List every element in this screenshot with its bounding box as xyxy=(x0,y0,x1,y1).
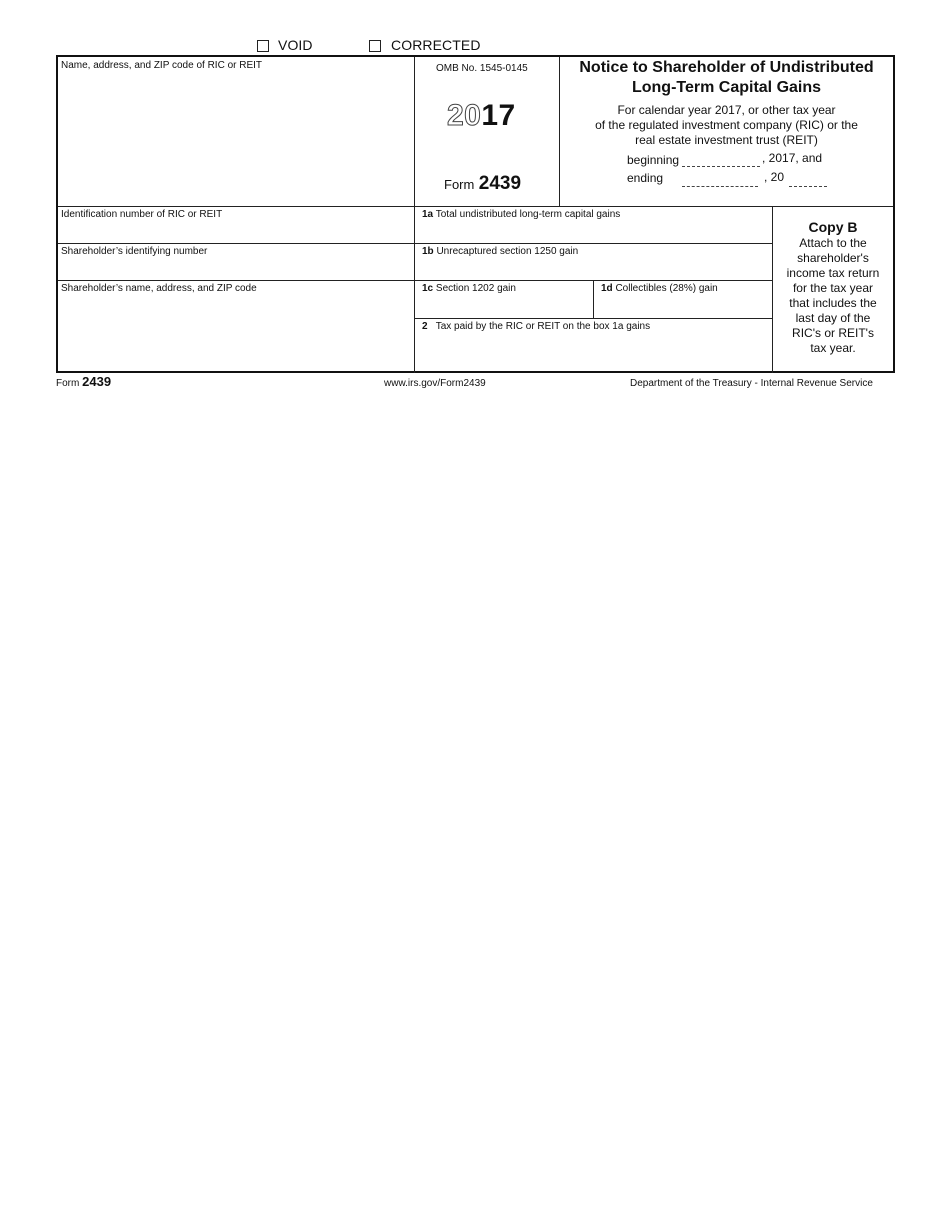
corrected-label: CORRECTED xyxy=(391,37,481,53)
form-title-line1: Notice to Shareholder of Undistributed xyxy=(579,59,874,76)
shareholder-name-field[interactable] xyxy=(61,283,257,295)
shareholder-id-label: Shareholder’s identifying number xyxy=(61,246,208,257)
row-divider-top xyxy=(58,206,893,207)
ending-label: ending xyxy=(627,171,664,185)
ending-year-field[interactable] xyxy=(789,186,827,187)
shareholder-id-field[interactable] xyxy=(61,246,207,258)
box-1a[interactable] xyxy=(422,209,620,221)
form-title-line2: Long-Term Capital Gains xyxy=(631,79,822,96)
copy-b-line1: Attach to the xyxy=(799,236,867,250)
copy-b-line7: RIC's or REIT's xyxy=(792,326,874,340)
box-2-label: Tax paid by the RIC or REIT on the box 1a gains xyxy=(435,321,651,332)
copy-b-line8: tax year. xyxy=(810,341,856,355)
box-1a-number: 1a xyxy=(422,209,434,220)
desc-line3: real estate investment trust (REIT) xyxy=(635,133,818,147)
copy-b-line4: for the tax year xyxy=(792,281,874,295)
shareholder-name-label: Shareholder’s name, address, and ZIP code xyxy=(61,283,257,294)
footer-form-word: Form xyxy=(56,378,80,389)
copy-b-line2: shareholder's xyxy=(797,251,869,265)
beginning-suffix: , 2017, and xyxy=(762,151,823,165)
corrected-checkbox[interactable] xyxy=(369,40,381,52)
ending-suffix: , 20 xyxy=(764,170,785,184)
divider-1c-1d xyxy=(593,281,594,318)
divider-left xyxy=(414,57,415,373)
footer-url: www.irs.gov/Form2439 xyxy=(384,378,486,389)
form-id xyxy=(444,173,521,195)
box-1c-label: Section 1202 gain xyxy=(435,283,516,294)
desc-line2: of the regulated investment company (RIC) or the xyxy=(595,118,858,132)
row-divider-3 xyxy=(414,318,772,319)
tax-year-prefix: 20 xyxy=(447,99,482,132)
form-number: 2439 xyxy=(478,173,522,194)
box-1b[interactable] xyxy=(422,246,578,258)
copy-b-block xyxy=(773,219,893,356)
ending-date-field[interactable] xyxy=(682,186,758,187)
box-1d[interactable] xyxy=(601,283,718,295)
ric-id-field[interactable] xyxy=(61,209,222,221)
box-2-number: 2 xyxy=(422,321,428,332)
copy-b-line3: income tax return xyxy=(786,266,880,280)
beginning-date-field[interactable] xyxy=(682,166,760,167)
tax-year xyxy=(447,99,516,133)
omb-number: OMB No. 1545-0145 xyxy=(436,63,528,74)
footer-form-id xyxy=(56,374,111,389)
row-divider-2 xyxy=(58,280,772,281)
box-1a-label: Total undistributed long-term capital gains xyxy=(435,209,621,220)
form-word: Form xyxy=(444,177,475,192)
footer-form-number: 2439 xyxy=(82,374,112,389)
box-2[interactable] xyxy=(422,321,650,333)
copy-b-title: Copy B xyxy=(808,219,858,235)
footer-department: Department of the Treasury - Internal Revenue Service xyxy=(630,378,873,389)
copy-b-line6: last day of the xyxy=(795,311,871,325)
tax-year-suffix: 17 xyxy=(481,99,516,132)
form-2439 xyxy=(56,55,895,373)
ric-id-label: Identification number of RIC or REIT xyxy=(61,209,223,220)
box-1b-number: 1b xyxy=(422,246,434,257)
payer-name-label: Name, address, and ZIP code of RIC or REIT xyxy=(61,60,263,71)
copy-b-line5: that includes the xyxy=(789,296,877,310)
row-divider-1 xyxy=(58,243,772,244)
box-1d-number: 1d xyxy=(601,283,613,294)
title-block xyxy=(560,57,893,148)
beginning-label: beginning xyxy=(627,153,680,167)
payer-name-field[interactable] xyxy=(61,60,262,72)
desc-line1: For calendar year 2017, or other tax year xyxy=(617,103,836,117)
box-1d-label: Collectibles (28%) gain xyxy=(615,283,718,294)
void-checkbox[interactable] xyxy=(257,40,269,52)
void-label: VOID xyxy=(278,37,313,53)
box-1c[interactable] xyxy=(422,283,516,295)
box-1c-number: 1c xyxy=(422,283,434,294)
box-1b-label: Unrecaptured section 1250 gain xyxy=(436,246,579,257)
